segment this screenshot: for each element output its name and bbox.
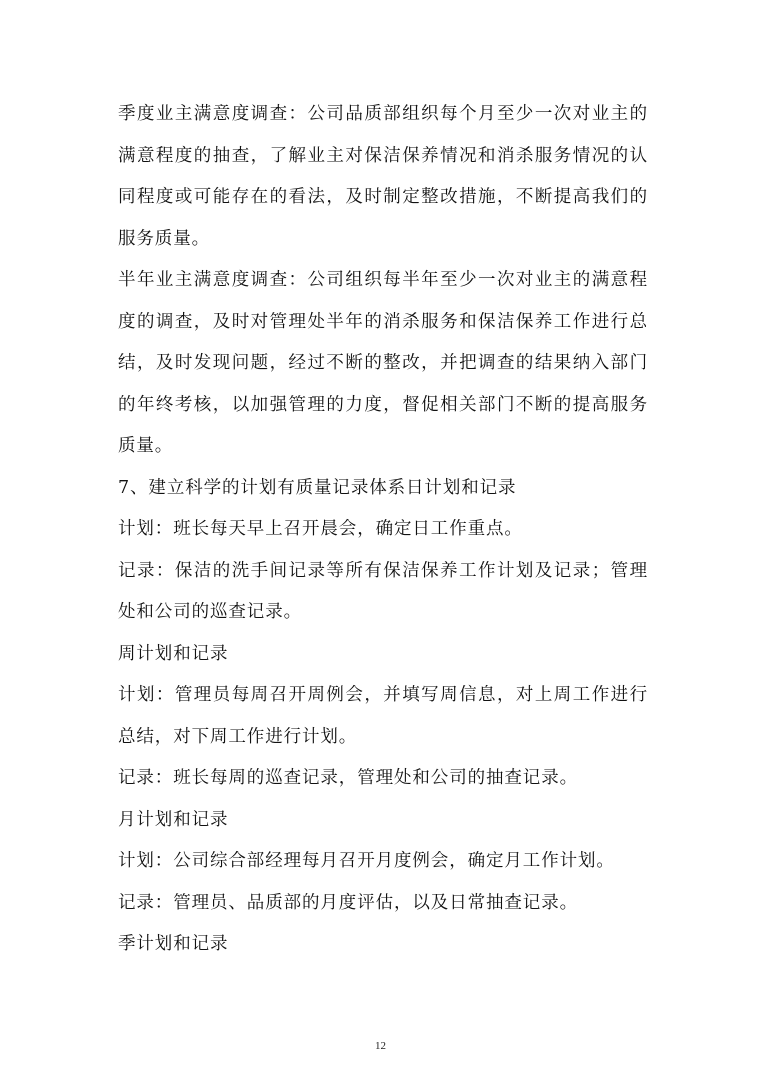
subheading-weekly: 周计划和记录 bbox=[118, 643, 229, 664]
paragraph-weekly-plan: 计划：管理员每周召开周例会，并填写周信息，对上周工作进行总结，对下周工作进行计划。 bbox=[118, 685, 648, 747]
subheading-quarterly: 季计划和记录 bbox=[118, 934, 229, 954]
paragraph-monthly-plan: 计划：公司综合部经理每月召开月度例会，确定月工作计划。 bbox=[118, 851, 615, 871]
page-number: 12 bbox=[375, 1040, 386, 1052]
paragraph-daily-plan: 计划：班长每天早上召开晨会，确定日工作重点。 bbox=[118, 519, 523, 539]
subheading-monthly: 月计划和记录 bbox=[118, 809, 229, 830]
document-body bbox=[118, 94, 648, 966]
paragraph-weekly-record: 记录：班长每周的巡查记录，管理处和公司的抽查记录。 bbox=[118, 768, 578, 788]
paragraph-quarterly-survey: 季度业主满意度调查：公司品质部组织每个月至少一次对业主的满意程度的抽查，了解业主对保洁保养情况和消杀服务情况的认同程度或可能存在的看法，及时制定整改措施，不断提高我们的服务质量。 bbox=[118, 104, 648, 249]
section-heading-planning-system: 7、建立科学的计划有质量记录体系日计划和记录 bbox=[118, 477, 517, 498]
paragraph-monthly-record: 记录：管理员、品质部的月度评估，以及日常抽查记录。 bbox=[118, 892, 578, 913]
paragraph-daily-record: 记录：保洁的洗手间记录等所有保洁保养工作计划及记录；管理处和公司的巡查记录。 bbox=[118, 560, 648, 622]
paragraph-halfyear-survey: 半年业主满意度调查：公司组织每半年至少一次对业主的满意程度的调查，及时对管理处半年的消杀服务和保洁保养工作进行总结，及时发现问题，经过不断的整改，并把调查的结果纳入部门的年终考核，以加强管理的力度，督促相关部门不断的提高服务质量。 bbox=[118, 270, 648, 456]
